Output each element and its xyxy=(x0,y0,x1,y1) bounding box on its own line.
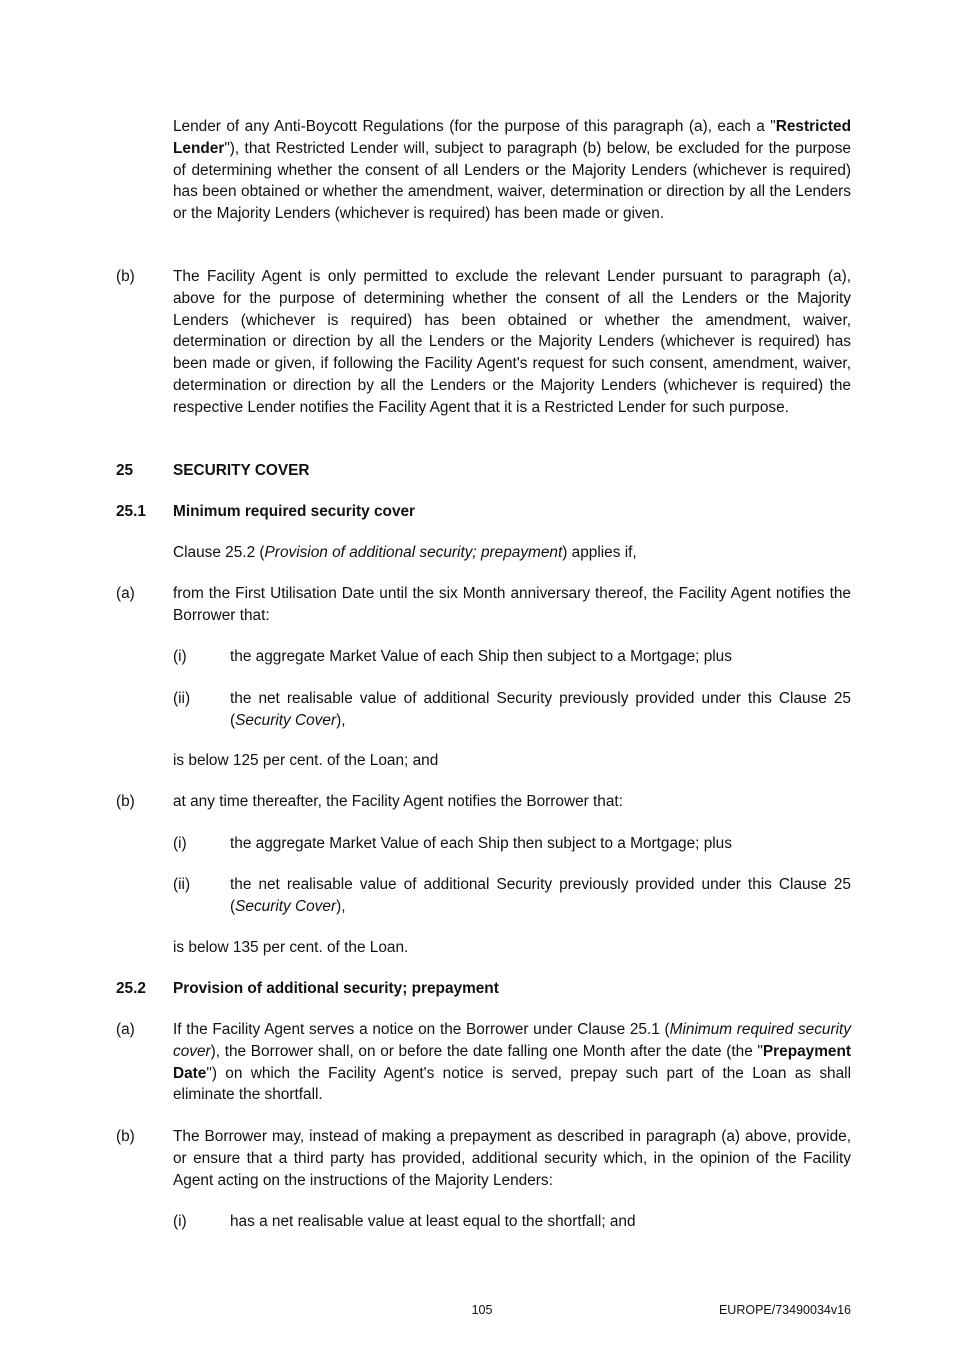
defined-term: Restricted Lender xyxy=(173,118,851,157)
paragraph-restricted-lender xyxy=(173,116,851,225)
text-run: ), the Borrower shall, on or before the date falling one Month after the date (the " xyxy=(210,1042,763,1060)
document-reference: EUROPE/73490034v16 xyxy=(718,1303,851,1317)
subparagraph-market-value: the aggregate Market Value of each Ship then subject to a Mortgage; plus xyxy=(230,835,732,852)
subparagraph-additional-security xyxy=(230,688,851,732)
subparagraph-label: (i) xyxy=(173,648,187,665)
subclause-number: 25.1 xyxy=(116,503,146,520)
paragraph-intro xyxy=(173,542,851,564)
paragraph-threshold-125: is below 125 per cent. of the Loan; and xyxy=(173,752,439,769)
cross-reference: Minimum required security cover xyxy=(173,1021,851,1060)
text-run: If the Facility Agent serves a notice on the Borrower under Clause 25.1 ( xyxy=(173,1021,670,1038)
subclause-heading: Minimum required security cover xyxy=(173,503,416,520)
paragraph-label: (a) xyxy=(116,585,135,602)
cross-reference: Security Cover xyxy=(235,711,337,729)
subparagraph-market-value: the aggregate Market Value of each Ship then subject to a Mortgage; plus xyxy=(230,648,732,665)
paragraph-label: (b) xyxy=(116,268,135,285)
paragraph-b-facility-agent: The Facility Agent is only permitted to exclude the relevant Lender pursuant to paragraph (a), above for the purpose of determining whether the consent of all the Lenders or the Majority Lenders (whichever is required) has been obtained or whether the amendment, waiver, determination or direction by all the Lenders or the Majority Lenders (whichever is required) has been made or given, if following the Facility Agent's request for such consent, amendment, waiver, determination or direction by all the Lenders or the Majority Lenders (whichever is required) the respective Lender notifies the Facility Agent that it is a Restricted Lender for such purpose. xyxy=(173,268,851,416)
paragraph-b-thereafter: at any time thereafter, the Facility Agent notifies the Borrower that: xyxy=(173,793,623,810)
subclause-heading: Provision of additional security; prepayment xyxy=(173,980,499,997)
text-run: Lender of any Anti-Boycott Regulations (for the purpose of this paragraph (a), each a " xyxy=(173,118,776,135)
paragraph-label: (a) xyxy=(116,1021,135,1038)
text-run: "), that Restricted Lender will, subject to paragraph (b) below, be excluded for the purpose of determining whether the consent of all Lenders or the Majority Lenders (whichever is required) has been obtained or whether the amendment, waiver, determination or direction by all the Lenders or the Majority Lenders (whichever is required) has been made or given. xyxy=(173,139,851,223)
text-run: ), xyxy=(336,711,346,729)
subparagraph-additional-security xyxy=(230,874,851,918)
subclause-number: 25.2 xyxy=(116,980,146,997)
text-run: ), xyxy=(336,897,346,915)
paragraph-b-additional-security: The Borrower may, instead of making a prepayment as described in paragraph (a) above, provide, or ensure that a third party has provided, additional security which, in the opinion of the Facility Agent acting on the instructions of the Majority Lenders: xyxy=(173,1128,851,1189)
cross-reference: Security Cover xyxy=(235,897,337,915)
clause-number: 25 xyxy=(116,462,134,479)
paragraph-a-prepayment xyxy=(173,1019,851,1106)
paragraph-label: (b) xyxy=(116,793,135,810)
subparagraph-label: (ii) xyxy=(173,876,191,893)
subparagraph-label: (i) xyxy=(173,835,187,852)
text-run: the net realisable value of additional Security previously provided under this Clause 25 ( xyxy=(230,876,851,915)
paragraph-label: (b) xyxy=(116,1128,135,1145)
text-run: Clause 25.2 ( xyxy=(173,544,265,561)
subparagraph-label: (i) xyxy=(173,1213,187,1230)
text-run: ") on which the Facility Agent's notice is served, prepay such part of the Loan as shall eliminate the shortfall. xyxy=(173,1064,851,1104)
subparagraph-net-value: has a net realisable value at least equal to the shortfall; and xyxy=(230,1213,636,1230)
text-run: ) applies if, xyxy=(562,544,637,561)
clause-heading: SECURITY COVER xyxy=(173,462,310,479)
defined-term: Prepayment Date xyxy=(173,1042,851,1082)
subparagraph-label: (ii) xyxy=(173,690,191,707)
text-run: the net realisable value of additional Security previously provided under this Clause 25 ( xyxy=(230,690,851,729)
paragraph-a-first-period: from the First Utilisation Date until the six Month anniversary thereof, the Facility Agent notifies the Borrower that: xyxy=(173,585,851,624)
page-number: 105 xyxy=(471,1303,493,1317)
cross-reference: Provision of additional security; prepayment xyxy=(264,544,563,561)
paragraph-threshold-135: is below 135 per cent. of the Loan. xyxy=(173,939,409,956)
